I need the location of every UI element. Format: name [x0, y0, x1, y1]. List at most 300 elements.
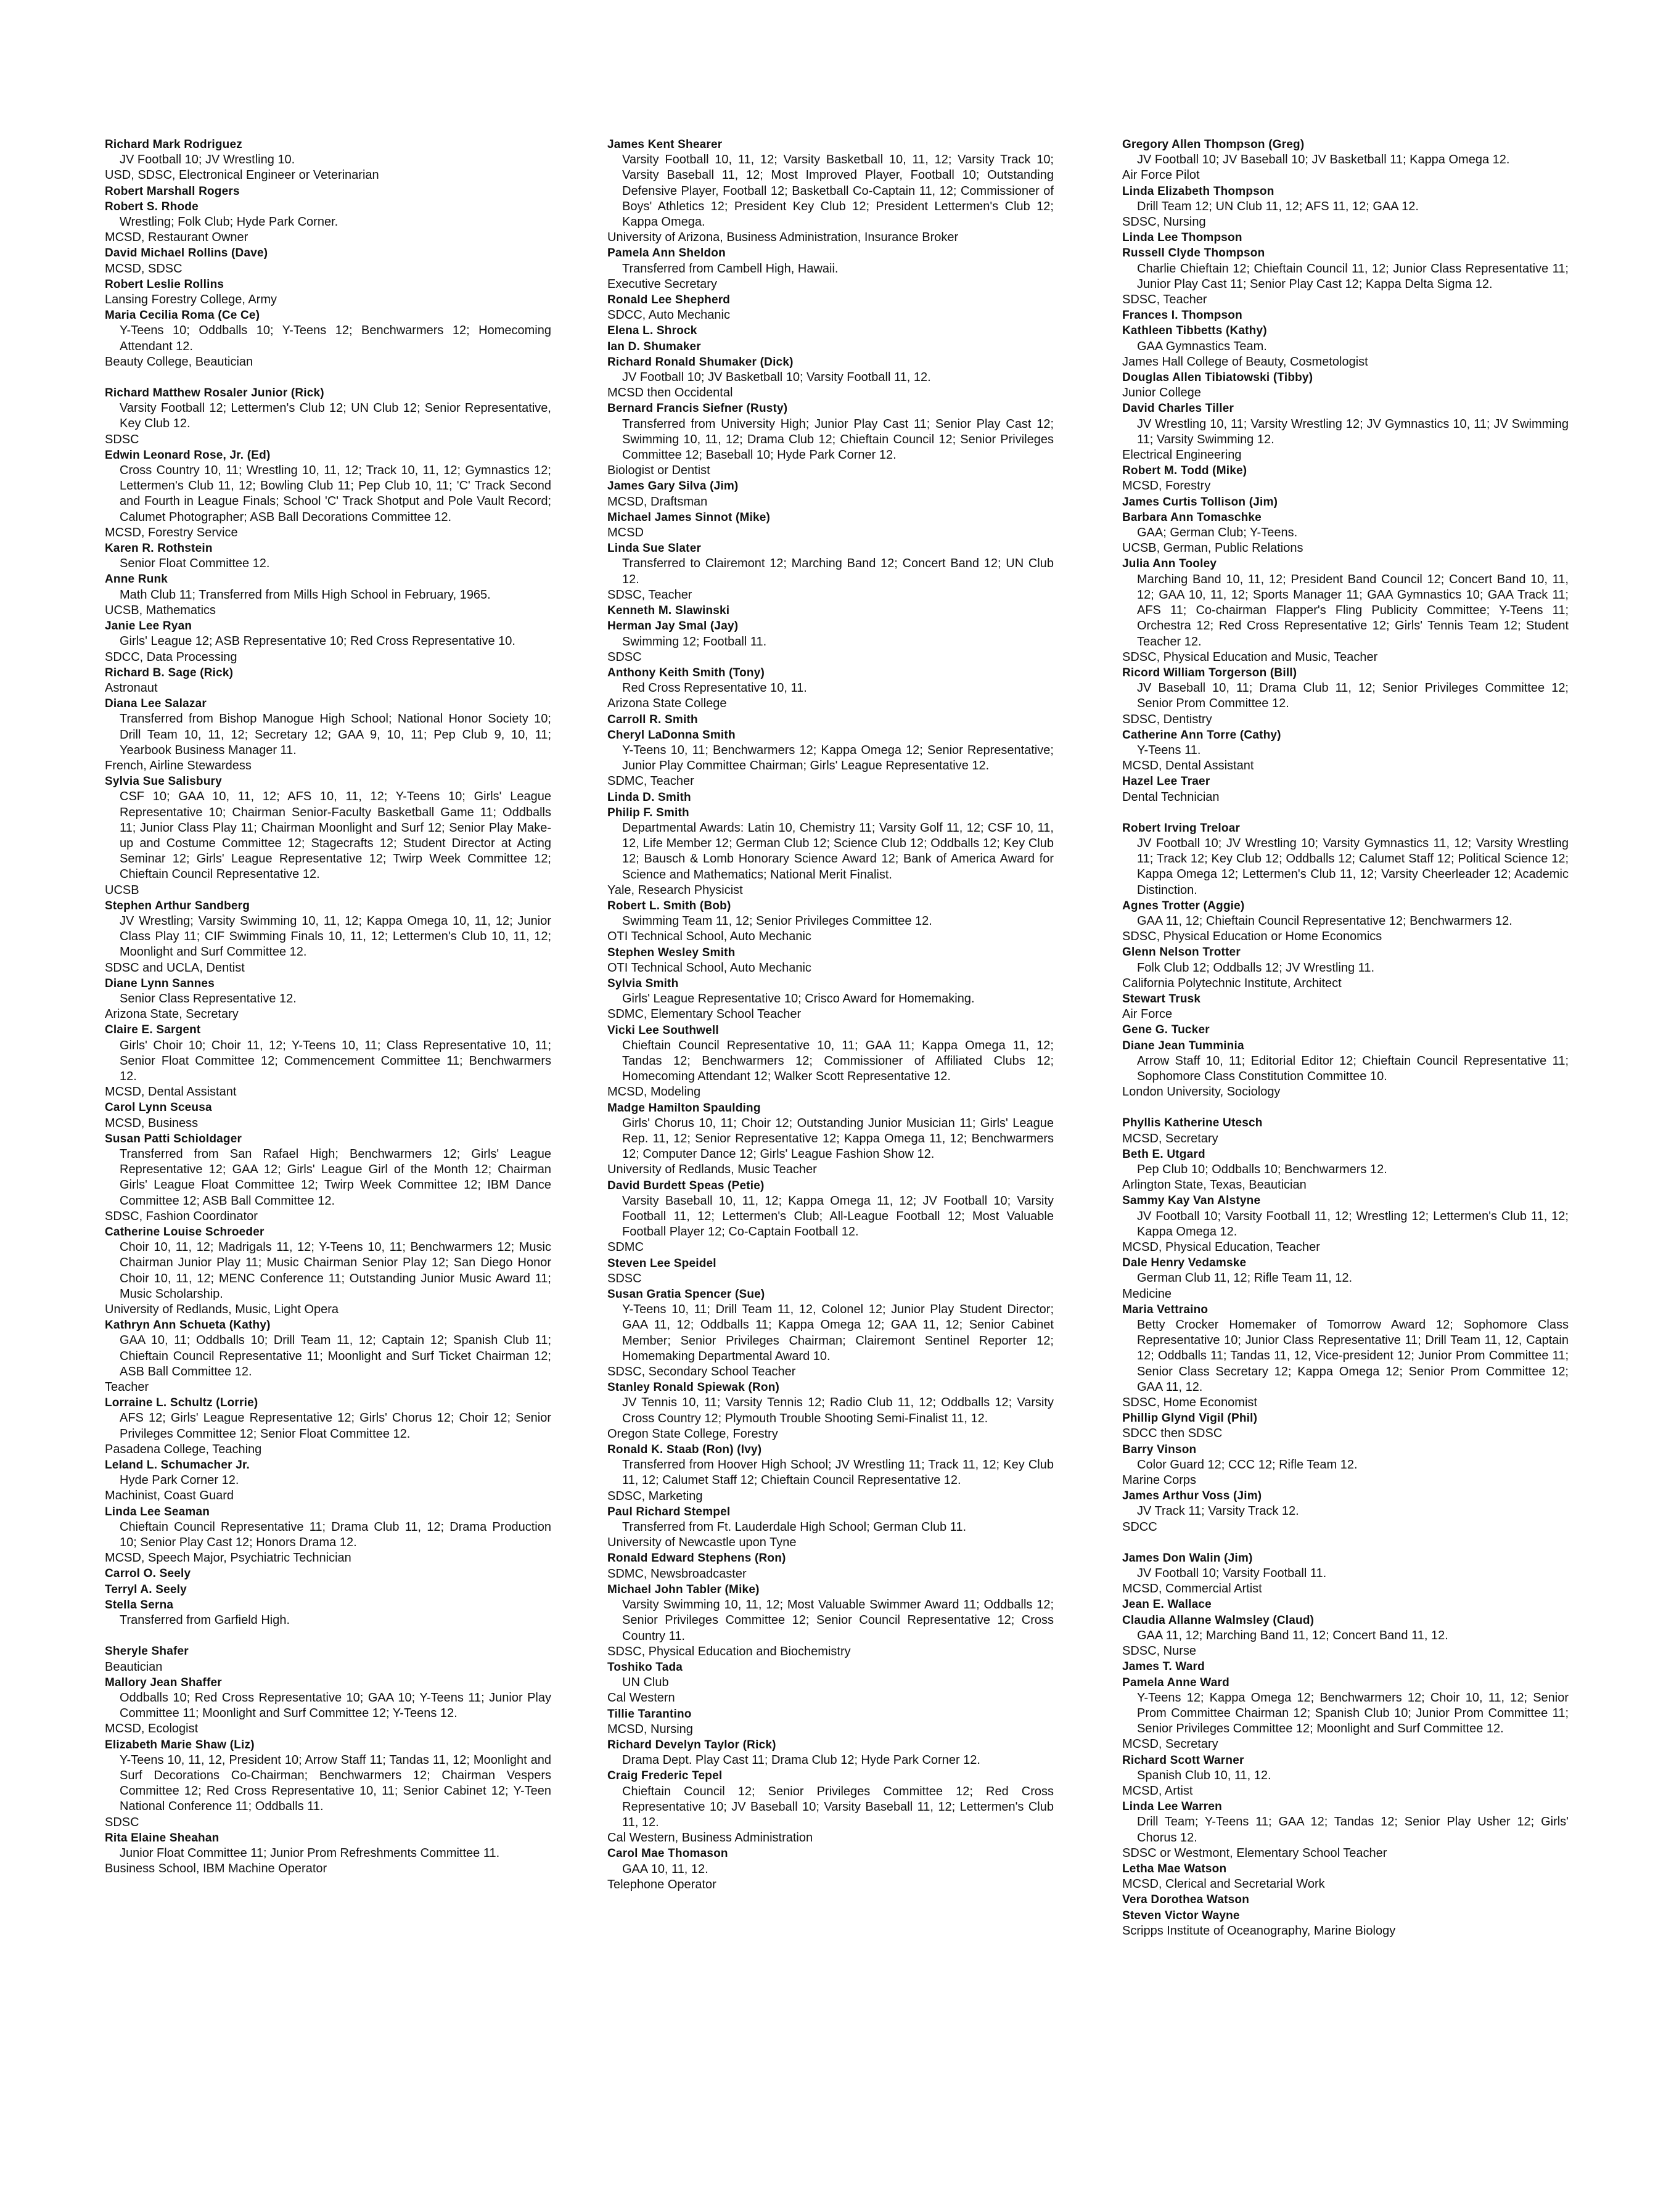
senior-name: Stanley Ronald Spiewak (Ron) [607, 1381, 780, 1395]
senior-entry [607, 603, 1054, 618]
senior-entry [1122, 1115, 1569, 1146]
senior-activities: Color Guard 12; CCC 12; Rifle Team 12. [1137, 1457, 1358, 1472]
senior-name: Carol Mae Thomason [607, 1847, 728, 1861]
senior-entry [105, 898, 551, 976]
senior-name: Anthony Keith Smith (Tony) [607, 666, 765, 679]
senior-entry [105, 1675, 551, 1737]
senior-activities: Folk Club 12; Oddballs 12; JV Wrestling 11. [1137, 961, 1374, 975]
senior-entry [607, 401, 1054, 478]
senior-name: Madge Hamilton Spaulding [607, 1101, 761, 1115]
senior-future-plans: OTI Technical School, Auto Mechanic [607, 930, 811, 944]
senior-name: Ian D. Shumaker [607, 340, 701, 353]
senior-name: Michael James Sinnot (Mike) [607, 510, 771, 524]
senior-activities: GAA; German Club; Y-Teens. [1137, 526, 1298, 540]
senior-activities: Math Club 11; Transferred from Mills High School in February, 1965. [120, 588, 491, 602]
senior-name: Phillip Glynd Vigil (Phil) [1122, 1412, 1258, 1425]
senior-name: Vera Dorothea Watson [1122, 1893, 1250, 1907]
senior-future-plans: MCSD [607, 526, 644, 540]
senior-name: Dale Henry Vedamske [1122, 1256, 1247, 1270]
senior-entry [105, 1830, 551, 1877]
senior-activities: GAA Gymnastics Team. [1137, 339, 1267, 353]
senior-name: Robert M. Todd (Mike) [1122, 464, 1247, 478]
senior-entry [607, 1504, 1054, 1551]
senior-activities: CSF 10; GAA 10, 11, 12; AFS 10, 11, 12; Y-Teens 10; Girls' League Representative 10; Chairman Senior-Faculty Basketball Game 11; Oddballs 11; Junior Class Play 11; Chairman Moonlight and Surf 12; Senior Play Make-up and Costume Committee 12; Stagecrafts 12; Student Director at Acting Seminar 12; Girls' League Representative 12; Twirp Week Committee 12; Chieftain Council Representative 12. [120, 790, 551, 882]
senior-name: Carroll R. Smith [607, 713, 698, 726]
senior-entry [1122, 1022, 1569, 1038]
senior-future-plans: University of Arizona, Business Administration, Insurance Broker [607, 231, 959, 245]
senior-name: Tillie Tarantino [607, 1707, 692, 1721]
senior-activities: Transferred to Clairemont 12; Marching Band 12; Concert Band 12; UN Club 12. [622, 557, 1054, 586]
senior-future-plans: UCSB, German, Public Relations [1122, 541, 1303, 555]
senior-future-plans: University of Redlands, Music Teacher [607, 1163, 817, 1177]
senior-future-plans: Telephone Operator [607, 1877, 716, 1891]
senior-future-plans: MCSD, Secretary [1122, 1131, 1218, 1145]
senior-entry [1122, 991, 1569, 1022]
senior-entry [1122, 1799, 1569, 1861]
senior-name: Maria Vettraino [1122, 1303, 1209, 1316]
senior-future-plans: SDSC, Physical Education or Home Economics [1122, 930, 1382, 944]
senior-activities: Transferred from Hoover High School; JV Wrestling 11; Track 11, 12; Key Club 11, 12; Calumet Staff 12; Chieftain Council Representative 12. [622, 1458, 1054, 1488]
senior-future-plans: SDMC [607, 1240, 644, 1255]
senior-entry [607, 1706, 1054, 1737]
senior-entry [105, 1224, 551, 1317]
senior-name: Barbara Ann Tomaschke [1122, 510, 1262, 524]
senior-entry [1122, 1255, 1569, 1302]
senior-name: Richard Matthew Rosaler Junior (Rick) [105, 387, 324, 400]
senior-name: Robert L. Smith (Bob) [607, 899, 731, 912]
senior-entry [1122, 308, 1569, 323]
senior-entry [105, 277, 551, 308]
senior-future-plans: Marine Corps [1122, 1473, 1197, 1488]
senior-future-plans: French, Airline Stewardess [105, 758, 252, 772]
senior-future-plans: Yale, Research Physicist [607, 883, 743, 897]
senior-name: Sammy Kay Van Alstyne [1122, 1194, 1261, 1208]
senior-future-plans: MCSD, Secretary [1122, 1737, 1218, 1751]
senior-activities: Senior Class Representative 12. [120, 991, 297, 1006]
senior-entry [1122, 323, 1569, 370]
senior-name: Robert Irving Treloar [1122, 821, 1241, 835]
senior-future-plans: Medicine [1122, 1287, 1172, 1301]
senior-name: Kathryn Ann Schueta (Kathy) [105, 1319, 271, 1332]
senior-name: Cheryl LaDonna Smith [607, 728, 736, 742]
senior-activities: GAA 11, 12; Chieftain Council Representative 12; Benchwarmers 12. [1137, 914, 1512, 928]
senior-activities: Varsity Swimming 10, 11, 12; Most Valuable Swimmer Award 11; Oddballs 12; Senior Privileges Committee 12; Senior Council Representative 12; Cross Country 11. [622, 1598, 1054, 1643]
senior-activities: Y-Teens 10, 11; Benchwarmers 12; Kappa Omega 12; Senior Representative; Junior Play Committee Chairman; Girls' League Representative 12. [622, 743, 1054, 773]
senior-entry [1122, 1550, 1569, 1597]
senior-entry [105, 571, 551, 618]
senior-name: Jean E. Wallace [1122, 1598, 1212, 1612]
senior-future-plans: SDMC, Elementary School Teacher [607, 1007, 802, 1022]
senior-entry [1122, 401, 1569, 463]
senior-future-plans: MCSD, Forestry [1122, 479, 1211, 493]
senior-activities: JV Baseball 10, 11; Drama Club 11, 12; Senior Privileges Committee 12; Senior Prom Committee 12. [1137, 681, 1569, 711]
senior-activities: Varsity Baseball 10, 11, 12; Kappa Omega 11, 12; JV Football 10; Varsity Football 11, 12; Lettermen's Club; All-League Football 12; Most Valuable Football Player 12; Co-Captain Football 12. [622, 1194, 1054, 1239]
senior-name: Julia Ann Tooley [1122, 557, 1217, 571]
senior-name: Glenn Nelson Trotter [1122, 946, 1241, 959]
senior-future-plans: Business School, IBM Machine Operator [105, 1862, 327, 1876]
senior-name: Letha Mae Watson [1122, 1862, 1227, 1875]
senior-future-plans: MCSD, Ecologist [105, 1722, 199, 1736]
senior-entry [607, 727, 1054, 790]
senior-entry [607, 1100, 1054, 1178]
senior-future-plans: University of Redlands, Music, Light Opera [105, 1303, 339, 1317]
senior-future-plans: USD, SDSC, Electronical Engineer or Veterinarian [105, 168, 379, 182]
senior-activities: Girls' Chorus 10, 11; Choir 12; Outstanding Junior Musician 11; Girls' League Rep. 11, 12; Senior Representative 12; Kappa Omega 11, 12; Benchwarmers 12; Computer Dance 12; Girls' League Fashion Show 12. [622, 1116, 1054, 1161]
senior-name: Stephen Arthur Sandberg [105, 899, 250, 912]
senior-name: Linda Lee Thompson [1122, 231, 1242, 245]
senior-future-plans: Arizona State College [607, 697, 727, 711]
senior-name: Sheryle Shafer [105, 1645, 189, 1658]
senior-entry [105, 1644, 551, 1674]
senior-future-plans: Beautician [105, 1660, 163, 1674]
senior-name: Ricord William Torgerson (Bill) [1122, 666, 1297, 679]
senior-name: Rita Elaine Sheahan [105, 1831, 220, 1845]
senior-future-plans: MCSD, Artist [1122, 1784, 1193, 1798]
senior-name: David Michael Rollins (Dave) [105, 247, 268, 260]
senior-future-plans: SDMC, Newsbroadcaster [607, 1567, 747, 1581]
senior-future-plans: MCSD, Restaurant Owner [105, 231, 248, 245]
senior-future-plans: Scripps Institute of Oceanography, Marine Biology [1122, 1923, 1396, 1938]
senior-activities: Swimming Team 11, 12; Senior Privileges Committee 12. [622, 914, 932, 928]
senior-name: Gene G. Tucker [1122, 1023, 1210, 1037]
senior-entry [1122, 1193, 1569, 1255]
senior-entry [1122, 510, 1569, 557]
senior-activities: Hyde Park Corner 12. [120, 1473, 239, 1488]
senior-future-plans: UCSB [105, 883, 139, 897]
senior-name: Kathleen Tibbetts (Kathy) [1122, 324, 1267, 338]
senior-entry [607, 618, 1054, 665]
senior-name: Richard Scott Warner [1122, 1753, 1244, 1767]
senior-name: Richard Ronald Shumaker (Dick) [607, 355, 794, 369]
senior-name: Catherine Ann Torre (Cathy) [1122, 728, 1281, 742]
senior-name: Ronald Edward Stephens (Ron) [607, 1552, 786, 1565]
senior-entry [607, 1256, 1054, 1287]
senior-activities: GAA 10, 11; Oddballs 10; Drill Team 11, 12; Captain 12; Spanish Club 11; Chieftain Council Representative 11; Moonlight and Surf Ticket Chairman 12; ASB Ball Committee 12. [120, 1333, 551, 1378]
senior-entry [1122, 184, 1569, 231]
senior-column-1 [105, 137, 551, 1877]
senior-future-plans: Air Force Pilot [1122, 168, 1200, 182]
senior-entry [105, 199, 551, 246]
senior-name: Richard B. Sage (Rick) [105, 666, 234, 679]
senior-name: Beth E. Utgard [1122, 1147, 1205, 1161]
senior-future-plans: OTI Technical School, Auto Mechanic [607, 961, 811, 975]
senior-name: Vicki Lee Southwell [607, 1023, 719, 1037]
senior-entry [1122, 556, 1569, 665]
senior-name: Diane Lynn Sannes [105, 977, 215, 990]
senior-entry [607, 1380, 1054, 1442]
senior-entry [105, 1582, 551, 1597]
senior-activities: Charlie Chieftain 12; Chieftain Council 11, 12; Junior Class Representative 11; Junior Play Cast 11; Senior Play Cast 12; Kappa Delta Sigma 12. [1137, 261, 1569, 291]
senior-name: Elizabeth Marie Shaw (Liz) [105, 1738, 255, 1751]
senior-activities: Spanish Club 10, 11, 12. [1137, 1768, 1271, 1782]
senior-entry [105, 1317, 551, 1395]
senior-entry [1122, 1861, 1569, 1892]
senior-activities: German Club 11, 12; Rifle Team 11, 12. [1137, 1271, 1353, 1285]
senior-entry [1122, 1302, 1569, 1411]
senior-name: Linda D. Smith [607, 790, 691, 804]
senior-name: Craig Frederic Tepel [607, 1769, 723, 1783]
senior-future-plans: UCSB, Mathematics [105, 603, 216, 617]
senior-activities: Transferred from Bishop Manogue High School; National Honor Society 10; Drill Team 10, 11, 12; Secretary 12; GAA 9, 10, 11; Pep Club 9, 10, 11; Yearbook Business Manager 11. [120, 712, 551, 757]
senior-name: Karen R. Rothstein [105, 542, 213, 555]
senior-future-plans: SDCC, Auto Mechanic [607, 308, 730, 322]
senior-future-plans: MCSD, Business [105, 1116, 199, 1130]
senior-name: Phyllis Katherine Utesch [1122, 1116, 1263, 1130]
senior-name: Pamela Anne Ward [1122, 1676, 1229, 1689]
senior-entry [105, 245, 551, 276]
senior-activities: Transferred from Garfield High. [120, 1613, 290, 1628]
senior-activities: Transferred from Cambell High, Hawaii. [622, 261, 839, 276]
senior-future-plans: SDSC, Teacher [1122, 293, 1207, 307]
senior-future-plans: Lansing Forestry College, Army [105, 293, 277, 307]
senior-entry [1122, 1892, 1569, 1907]
senior-future-plans: SDSC and UCLA, Dentist [105, 961, 245, 975]
senior-entry [1122, 727, 1569, 774]
senior-activities: JV Wrestling 10, 11; Varsity Wrestling 12; JV Gymnastics 10, 11; JV Swimming 11; Varsity Swimming 12. [1137, 417, 1569, 446]
senior-future-plans: MCSD, Clerical and Secretarial Work [1122, 1877, 1325, 1891]
senior-entry [607, 898, 1054, 945]
senior-entry [607, 478, 1054, 509]
senior-entry [607, 790, 1054, 805]
senior-entry [1122, 463, 1569, 494]
senior-name: Linda Elizabeth Thompson [1122, 184, 1274, 198]
senior-future-plans: London University, Sociology [1122, 1085, 1281, 1099]
senior-name: Bernard Francis Siefner (Rusty) [607, 402, 788, 416]
senior-column-2 [607, 137, 1054, 1893]
senior-name: Leland L. Schumacher Jr. [105, 1459, 250, 1472]
senior-future-plans: Cal Western [607, 1691, 675, 1705]
senior-name: Steven Victor Wayne [1122, 1909, 1240, 1922]
senior-name: Catherine Louise Schroeder [105, 1226, 265, 1239]
senior-name: Claire E. Sargent [105, 1023, 201, 1037]
senior-name: Ronald Lee Shepherd [607, 293, 731, 307]
senior-entry [607, 354, 1054, 401]
senior-entry [607, 1582, 1054, 1660]
senior-entry [105, 1566, 551, 1581]
senior-activities: JV Wrestling; Varsity Swimming 10, 11, 12; Kappa Omega 10, 11, 12; Junior Class Play 11; CIF Swimming Finals 10, 11, 12; Lettermen's Club 10, 11, 12; Moonlight and Surf Committee 12. [120, 914, 551, 959]
senior-entry [1122, 1147, 1569, 1194]
senior-future-plans: Beauty College, Beautician [105, 354, 253, 369]
senior-name: Diana Lee Salazar [105, 697, 207, 711]
senior-activities: Varsity Football 10, 11, 12; Varsity Basketball 10, 11, 12; Varsity Track 10; Varsity Baseball 11, 12; Most Improved Player, Football 10; Outstanding Defensive Player, Football 12; Basketball Co-Captain 11, 12; Commissioner of Boys' Athletics 12; President Key Club 12; President Lettermen's Club 12; Kappa Omega. [622, 153, 1054, 229]
senior-activities: JV Football 10; JV Basketball 10; Varsity Football 11, 12. [622, 371, 931, 385]
senior-entry [607, 137, 1054, 245]
senior-name: James Curtis Tollison (Jim) [1122, 495, 1278, 509]
senior-entry [105, 976, 551, 1023]
senior-activities: Chieftain Council 12; Senior Privileges Committee 12; Red Cross Representative 10; JV Baseball 10; Varsity Baseball 11, 12; Lettermen's Club 11, 12. [622, 1784, 1054, 1829]
senior-activities: JV Track 11; Varsity Track 12. [1137, 1504, 1299, 1518]
senior-activities: UN Club [622, 1676, 669, 1690]
senior-column-3 [1122, 137, 1569, 1939]
senior-entry [105, 1395, 551, 1457]
senior-entry [607, 945, 1054, 976]
senior-future-plans: Biologist or Dentist [607, 464, 710, 478]
senior-name: Agnes Trotter (Aggie) [1122, 899, 1245, 912]
senior-name: Michael John Tabler (Mike) [607, 1583, 760, 1596]
senior-activities: Choir 10, 11, 12; Madrigals 11, 12; Y-Teens 10, 11; Benchwarmers 12; Music Chairman Junior Play 11; Music Chairman Senior Play 12; San Diego Honor Choir 10, 11, 12; MENC Conference 11; Outstanding Junior Music Award 11; Music Scholarship. [120, 1240, 551, 1301]
senior-entry [105, 1022, 551, 1100]
senior-activities: Pep Club 10; Oddballs 10; Benchwarmers 12. [1137, 1163, 1387, 1176]
senior-name: Herman Jay Smal (Jay) [607, 620, 739, 633]
senior-entry [607, 1846, 1054, 1893]
senior-future-plans: SDMC, Teacher [607, 774, 694, 789]
senior-future-plans: SDSC, Dentistry [1122, 712, 1212, 726]
senior-activities: Oddballs 10; Red Cross Representative 10; GAA 10; Y-Teens 11; Junior Play Committee 11; Moonlight and Surf Committee 12; Y-Teens 12. [120, 1690, 551, 1721]
senior-entry [1122, 1675, 1569, 1753]
senior-name: Pamela Ann Sheldon [607, 247, 726, 260]
senior-entry [607, 292, 1054, 323]
senior-entry [1122, 665, 1569, 727]
senior-activities: JV Football 10; Varsity Football 11, 12; Wrestling 12; Lettermen's Club 11, 12; Kappa Omega 12. [1137, 1209, 1569, 1239]
senior-name: Robert S. Rhode [105, 200, 199, 213]
senior-activities: Drama Dept. Play Cast 11; Drama Club 12; Hyde Park Corner 12. [622, 1753, 980, 1768]
senior-future-plans: SDSC, Fashion Coordinator [105, 1209, 258, 1223]
senior-name: James Don Walin (Jim) [1122, 1551, 1253, 1565]
senior-activities: Chieftain Council Representative 11; Drama Club 11, 12; Drama Production 10; Senior Play Cast 12; Honors Drama 12. [120, 1520, 551, 1550]
senior-entry [607, 805, 1054, 898]
senior-future-plans: SDSC, Home Economist [1122, 1396, 1257, 1410]
senior-entry [607, 1023, 1054, 1100]
senior-activities: Transferred from Ft. Lauderdale High School; German Club 11. [622, 1520, 967, 1534]
senior-future-plans: Dental Technician [1122, 790, 1220, 804]
senior-entry [607, 1768, 1054, 1846]
senior-entry [105, 618, 551, 665]
senior-entry [1122, 1488, 1569, 1535]
senior-name: Claudia Allanne Walmsley (Claud) [1122, 1613, 1315, 1627]
senior-activities: Drill Team 12; UN Club 11, 12; AFS 11, 12; GAA 12. [1137, 199, 1419, 213]
senior-future-plans: SDSC, Physical Education and Biochemistry [607, 1644, 851, 1658]
senior-future-plans: University of Newcastle upon Tyne [607, 1536, 797, 1550]
senior-name: Stewart Trusk [1122, 992, 1201, 1006]
senior-entry [105, 1131, 551, 1224]
senior-future-plans: Teacher [105, 1380, 149, 1395]
senior-activities: AFS 12; Girls' League Representative 12; Girls' Chorus 12; Choir 12; Senior Privileges Committee 12; Senior Float Committee 12. [120, 1411, 551, 1441]
senior-future-plans: MCSD, Nursing [607, 1722, 693, 1736]
senior-activities: Marching Band 10, 11, 12; President Band Council 12; Concert Band 10, 11, 12; GAA 10, 11, 12; Sports Manager 11; GAA Gymnastics 10; GAA Track 11; AFS 11; Co-chairman Flapper's Fling Publicity Committee; Y-Teens 11; Orchestra 12; Red Cross Representative 12; Girls' Tennis Team 12; Student Teacher 12. [1137, 572, 1569, 649]
senior-future-plans: SDCC then SDSC [1122, 1427, 1223, 1441]
senior-future-plans: MCSD, SDSC [105, 261, 183, 276]
senior-future-plans: MCSD, Draftsman [607, 494, 708, 509]
senior-activities: JV Football 10; JV Baseball 10; JV Basketball 11; Kappa Omega 12. [1137, 153, 1510, 167]
senior-entry [1122, 774, 1569, 805]
senior-entry [1122, 1411, 1569, 1441]
senior-name: Lorraine L. Schultz (Lorrie) [105, 1396, 258, 1410]
senior-activities: GAA 11, 12; Marching Band 11, 12; Concert Band 11, 12. [1137, 1628, 1448, 1642]
senior-name: Linda Lee Seaman [105, 1505, 210, 1518]
senior-name: Ronald K. Staab (Ron) (Ivy) [607, 1443, 762, 1457]
senior-entry [105, 665, 551, 696]
senior-name: Paul Richard Stempel [607, 1505, 731, 1518]
senior-future-plans: James Hall College of Beauty, Cosmetologist [1122, 354, 1368, 369]
senior-future-plans: Pasadena College, Teaching [105, 1442, 262, 1456]
senior-entry [105, 1597, 551, 1628]
senior-activities: Junior Float Committee 11; Junior Prom Refreshments Committee 11. [120, 1846, 500, 1860]
senior-entry [105, 385, 551, 448]
senior-entry [607, 1287, 1054, 1380]
senior-activities: Girls' Choir 10; Choir 11, 12; Y-Teens 10, 11; Class Representative 10, 11; Senior Float Committee 12; Commencement Committee 11; Benchwarmers 12. [120, 1038, 551, 1083]
senior-future-plans: Cal Western, Business Administration [607, 1831, 813, 1845]
senior-entry [105, 137, 551, 184]
senior-entry [1122, 137, 1569, 184]
senior-activities: Wrestling; Folk Club; Hyde Park Corner. [120, 215, 339, 229]
senior-future-plans: SDSC, Physical Education and Music, Teacher [1122, 650, 1378, 664]
senior-entry [607, 712, 1054, 727]
senior-entry [1122, 1442, 1569, 1489]
senior-name: Kenneth M. Slawinski [607, 604, 730, 618]
senior-name: Carol Lynn Sceusa [105, 1101, 212, 1115]
senior-entry [1122, 821, 1569, 898]
senior-name: David Charles Tiller [1122, 402, 1234, 416]
senior-future-plans: SDCC, Data Processing [105, 650, 237, 664]
senior-future-plans: Oregon State College, Forestry [607, 1427, 778, 1441]
senior-entry [105, 1457, 551, 1504]
senior-future-plans: SDCC [1122, 1520, 1157, 1534]
senior-future-plans: SDSC, Nurse [1122, 1644, 1197, 1658]
senior-future-plans: SDSC, Marketing [607, 1489, 703, 1503]
senior-future-plans: Arizona State, Secretary [105, 1007, 239, 1022]
senior-future-plans: MCSD then Occidental [607, 386, 733, 400]
senior-activities: JV Football 10; Varsity Football 11. [1137, 1567, 1327, 1581]
senior-future-plans: Air Force [1122, 1007, 1173, 1022]
senior-activities: JV Football 10; JV Wrestling 10; Varsity Gymnastics 11, 12; Varsity Wrestling 11; Track 12; Key Club 12; Oddballs 12; Calumet Staff 12; Political Science 12; Kappa Omega 12; Lettermen's Club 11, 12; Varsity Cheerleader 12; Academic Distinction. [1137, 836, 1569, 897]
senior-entry [105, 541, 551, 571]
senior-future-plans: SDSC, Teacher [607, 588, 692, 602]
senior-activities: Girls' League 12; ASB Representative 10; Red Cross Representative 10. [120, 634, 515, 649]
senior-future-plans: MCSD, Speech Major, Psychiatric Technician [105, 1551, 351, 1565]
senior-activities: Red Cross Representative 10, 11. [622, 681, 807, 695]
senior-future-plans: Junior College [1122, 386, 1201, 400]
senior-activities: Drill Team; Y-Teens 11; GAA 12; Tandas 12; Senior Play Usher 12; Girls' Chorus 12. [1137, 1815, 1569, 1845]
senior-entry [105, 448, 551, 541]
senior-name: Richard Mark Rodriguez [105, 138, 242, 151]
senior-name: Anne Runk [105, 573, 168, 586]
senior-name: Linda Lee Warren [1122, 1800, 1222, 1814]
senior-entry [105, 184, 551, 199]
senior-name: James Gary Silva (Jim) [607, 480, 739, 493]
senior-entry [105, 1100, 551, 1131]
senior-entry [105, 1504, 551, 1567]
senior-entry [607, 1442, 1054, 1504]
senior-entry [1122, 494, 1569, 510]
senior-name: James Arthur Voss (Jim) [1122, 1489, 1262, 1503]
senior-activities: JV Tennis 10, 11; Varsity Tennis 12; Radio Club 11, 12; Oddballs 12; Varsity Cross Country 12; Plymouth Trouble Shooting Semi-Finalist 11, 12. [622, 1396, 1054, 1425]
senior-future-plans: MCSD, Dental Assistant [1122, 759, 1254, 773]
senior-name: Carrol O. Seely [105, 1567, 191, 1581]
senior-entry [607, 1737, 1054, 1768]
senior-future-plans: MCSD, Physical Education, Teacher [1122, 1240, 1320, 1255]
senior-entry [607, 976, 1054, 1023]
senior-name: Steven Lee Speidel [607, 1256, 716, 1270]
senior-name: Mallory Jean Shaffer [105, 1676, 222, 1689]
senior-entry [1122, 1597, 1569, 1612]
senior-entry [607, 1660, 1054, 1706]
senior-name: Toshiko Tada [607, 1660, 683, 1674]
senior-activities: Y-Teens 10; Oddballs 10; Y-Teens 12; Benchwarmers 12; Homecoming Attendant 12. [120, 324, 551, 353]
senior-activities: Transferred from San Rafael High; Benchwarmers 12; Girls' League Representative 12; GAA 12; Girls' League Girl of the Month 12; Chairman Girls' League Float Committee 12; Twirp Week Committee 12; IBM Dance Committee 12; ASB Ball Committee 12. [120, 1147, 551, 1208]
senior-activities: Cross Country 10, 11; Wrestling 10, 11, 12; Track 10, 11, 12; Gymnastics 12; Lettermen's Club 11, 12; Bowling Club 11; Pep Club 10, 11; 'C' Track Second and Fourth in League Finals; School 'C' Track Shotput and Pole Vault Record; Calumet Photographer; ASB Ball Decorations Committee 12. [120, 464, 551, 524]
senior-name: Diane Jean Tumminia [1122, 1039, 1244, 1052]
senior-future-plans: SDSC, Secondary School Teacher [607, 1365, 796, 1379]
senior-activities: Arrow Staff 10, 11; Editorial Editor 12; Chieftain Council Representative 11; Sophomore Class Constitution Committee 10. [1137, 1054, 1569, 1083]
senior-activities: Swimming 12; Football 11. [622, 634, 767, 649]
senior-name: Elena L. Shrock [607, 324, 697, 338]
senior-future-plans: Executive Secretary [607, 277, 717, 291]
senior-entry [1122, 898, 1569, 945]
senior-entry [1122, 944, 1569, 991]
senior-entry [607, 1550, 1054, 1581]
senior-activities: GAA 10, 11, 12. [622, 1862, 708, 1876]
senior-future-plans: SDSC [607, 650, 642, 664]
